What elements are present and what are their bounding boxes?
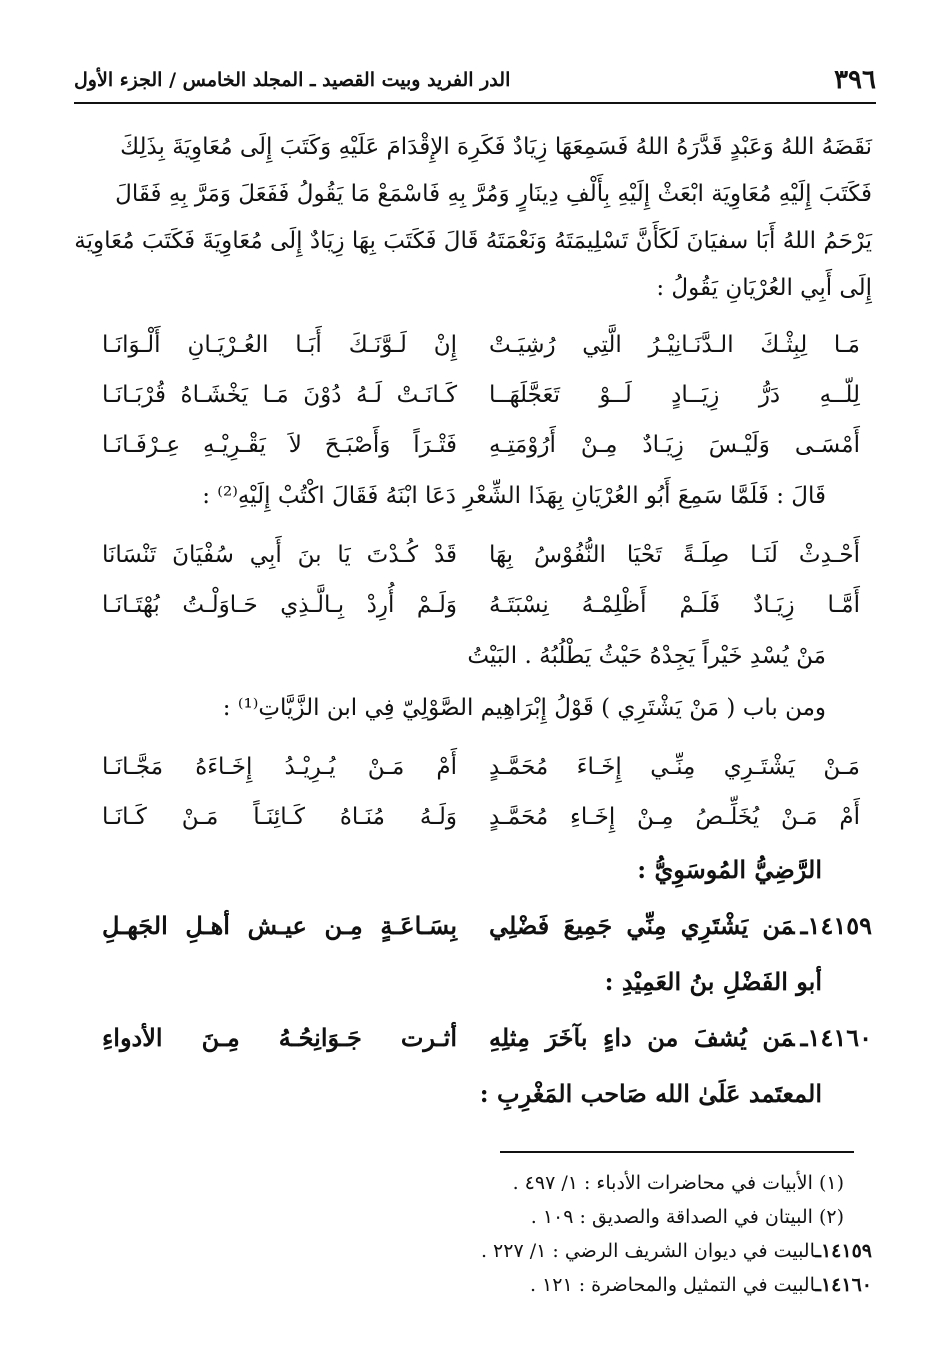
verse-first-hemistich: أَمَّـا زِيَـادٌ فَلَـمْ أَظْلِمْـهُ نِسْبَتَـهُ <box>488 592 860 618</box>
footnote <box>74 1234 872 1268</box>
verse-second-hemistich: كَـانَـتْ لَـهُ دُوْنَ مَـا يَخْشَـاهُ قُرْبَـانَـا <box>102 382 458 408</box>
verse-number: ١٤١٦٠ـ <box>800 1023 872 1052</box>
verse-group <box>74 742 872 842</box>
section-intro-line: ومن باب ( مَنْ يَشْتَرِي ) قَوْلُ إِبْرَاهِيم الصَّوْلِيّ فِي ابن الزَّيَّاتِ⁽¹⁾ : <box>222 695 826 721</box>
footnote-text: البيتان في الصداقة والصديق : ١٠٩ . <box>530 1206 813 1228</box>
verse-line <box>74 370 872 420</box>
verse-second-hemistich: قَدْ كُـدْتَ يَا بنَ أَبِي سُفْيَانَ تَنْسَانَا <box>102 542 458 568</box>
page-number: ٣٩٦ <box>834 65 876 95</box>
verse-line <box>74 742 872 792</box>
prose-paragraph <box>74 124 872 312</box>
numbered-verse <box>74 1010 872 1066</box>
verse-line <box>74 530 872 580</box>
verse-group <box>74 530 872 630</box>
footnote-mark: (٢) <box>818 1206 844 1228</box>
verse-first-hemistich: أَمْسَـى وَلَيْـسَ زِيَـادٌ مِـنْ أَرُوْمَتِـهِ <box>488 432 860 458</box>
verse-first-text: مَن يَشْتَرِي مِنِّي جَمِيعَ فَضْلِي <box>488 911 795 940</box>
footnote <box>74 1268 872 1302</box>
verse-second-hemistich: إِنْ لَـوَّنَـكَ أَبَـا العُـرْيَـانِ أَلْـوَانَـا <box>102 332 458 358</box>
footnote-mark: (١) <box>818 1172 844 1194</box>
verse-first-hemistich: مَـا لِبِثْـكَ الـدَّنَـانِيْـرُ الَّتِي رُشِيَـتْ <box>488 332 860 358</box>
footnote-text: البيت في التمثيل والمحاضرة : ١٢١ . <box>529 1274 816 1296</box>
page-body <box>74 124 872 1122</box>
verse-first-hemistich <box>489 898 872 954</box>
footnote-mark: ١٤١٦٠ـ <box>815 1274 872 1296</box>
numbered-verse <box>74 898 872 954</box>
narration-line: قَالَ : فَلَمَّا سَمِعَ أَبُو العُرْيَانِ بِهَذَا الشِّعْرِ دَعَا ابْنَهُ فَقَالَ اكْتُبْ إِلَيْهِ⁽²⁾ : <box>202 483 826 509</box>
prose-line: إِلَى أَبِي العُرْيَانِ يَقُولُ : <box>656 275 872 301</box>
footnote-mark: ١٤١٥٩ـ <box>815 1240 872 1262</box>
verse-first-hemistich: أَحْـدِثْ لَنَـا صِلَـةً تَحْيَا النُّفُوْسُ بِهَا <box>488 542 860 568</box>
verse-first-hemistich <box>489 1010 872 1066</box>
verse-line <box>74 580 872 630</box>
verse-first-text: مَن يُشفَ من داءٍ بآخَرَ مِثلِهِ <box>488 1023 795 1052</box>
poet-name: الرَّضِيُّ المُوسَوِيُّ : <box>637 855 822 884</box>
verse-second-hemistich: أَمْ مَـنْ يُـرِيْـدُ إِخَـاءَهُ مَجَّـانَـا <box>102 754 458 780</box>
footnote-text: البيت في ديوان الشريف الرضي : ١/ ٢٢٧ . <box>480 1240 816 1262</box>
prose-line: يَرْحَمُ اللهُ أَبَا سفيَانَ لَكَأَنَّ تَسْلِيمَتَهُ وَنَعْمَتَهُ قَالَ فَكَتَبَ بِهَا زِيَادٌ إِلَى مُعَاوِيَةَ فَكَتَبَ مُعَاوِيَة <box>74 228 872 254</box>
prose-line: فَكَتَبَ إِلَيْهِ مُعَاوِيَة ابْعَثْ إِلَيْهِ بِأَلْفِ دِينَارٍ وَمُرَّ بِهِ فَاسْمَعْ مَا يَقُولُ فَفَعَلَ وَمَرَّ بِهِ فَقَالَ <box>115 181 872 207</box>
proverb-line: مَنْ يُسْدِ خَيْراً يَجِدْهُ حَيْثُ يَطْلُبُهُ . البَيْتُ <box>467 643 826 669</box>
verse-first-hemistich: لِلّــهِ دَرُّ زِيَــادٍ لَــوْ تَعَجَّلَهَــا <box>488 382 860 408</box>
verse-second-hemistich: أثـرت جَـوَانِحُـهُ مِـنَ الأدواءِ <box>102 1023 458 1052</box>
verse-number: ١٤١٥٩ـ <box>800 911 872 940</box>
prose-line: نَقَضَهُ اللهُ وَعَبْدٍ قَدَّرَهُ اللهُ فَسَمِعَهَا زِيَادٌ فَكَرِهَ الإِقْدَامَ عَلَيْهِ وَكَتَبَ إِلَى مُعَاوِيَةَ بِذَلِكَ <box>120 134 872 160</box>
verse-second-hemistich: بِسَـاعَـةٍ مِـن عيـش أهـلِ الجَهـلِ <box>102 911 458 940</box>
running-head: الدر الفريد وبيت القصيد ـ المجلد الخامس / الجزء الأول <box>74 69 511 91</box>
verse-second-hemistich: وَلَـمْ أُرِدْ بِـالَّـذِي حَـاوَلْـتُ بُهْتَـانَـا <box>102 592 458 618</box>
poet-name: أبو الفَضْلِ بنُ العَمِيْدِ : <box>604 967 822 996</box>
page-header <box>74 58 876 104</box>
verse-first-hemistich: أَمْ مَـنْ يُخَلِّـصُ مِـنْ إِخَـاءِ مُحَمَّـدٍ <box>488 804 860 830</box>
verse-first-hemistich: مَـنْ يَشْتَـرِي مِنِّـي إِخَـاءَ مُحَمَّـدٍ <box>488 754 860 780</box>
footnotes <box>74 1166 872 1302</box>
footnote <box>74 1200 872 1234</box>
footnote-text: الأبيات في محاضرات الأدباء : ١/ ٤٩٧ . <box>512 1172 813 1194</box>
footnote-divider <box>500 1151 854 1153</box>
verse-line <box>74 320 872 370</box>
poet-name: المعتَمد عَلَىٰ الله صَاحب المَغْرِبِ : <box>479 1079 822 1108</box>
verse-line <box>74 792 872 842</box>
verse-second-hemistich: فَتْـرَاً وَأَصْبَـحَ لاَ يَقْـرِيْـهِ عِـرْفَـانَـا <box>102 432 458 458</box>
verse-second-hemistich: وَلَـهُ مُنَـاهُ كَـائِنَـاً مَـنْ كَـانَـا <box>102 804 458 830</box>
verse-line <box>74 420 872 470</box>
verse-group <box>74 320 872 470</box>
footnote <box>74 1166 872 1200</box>
